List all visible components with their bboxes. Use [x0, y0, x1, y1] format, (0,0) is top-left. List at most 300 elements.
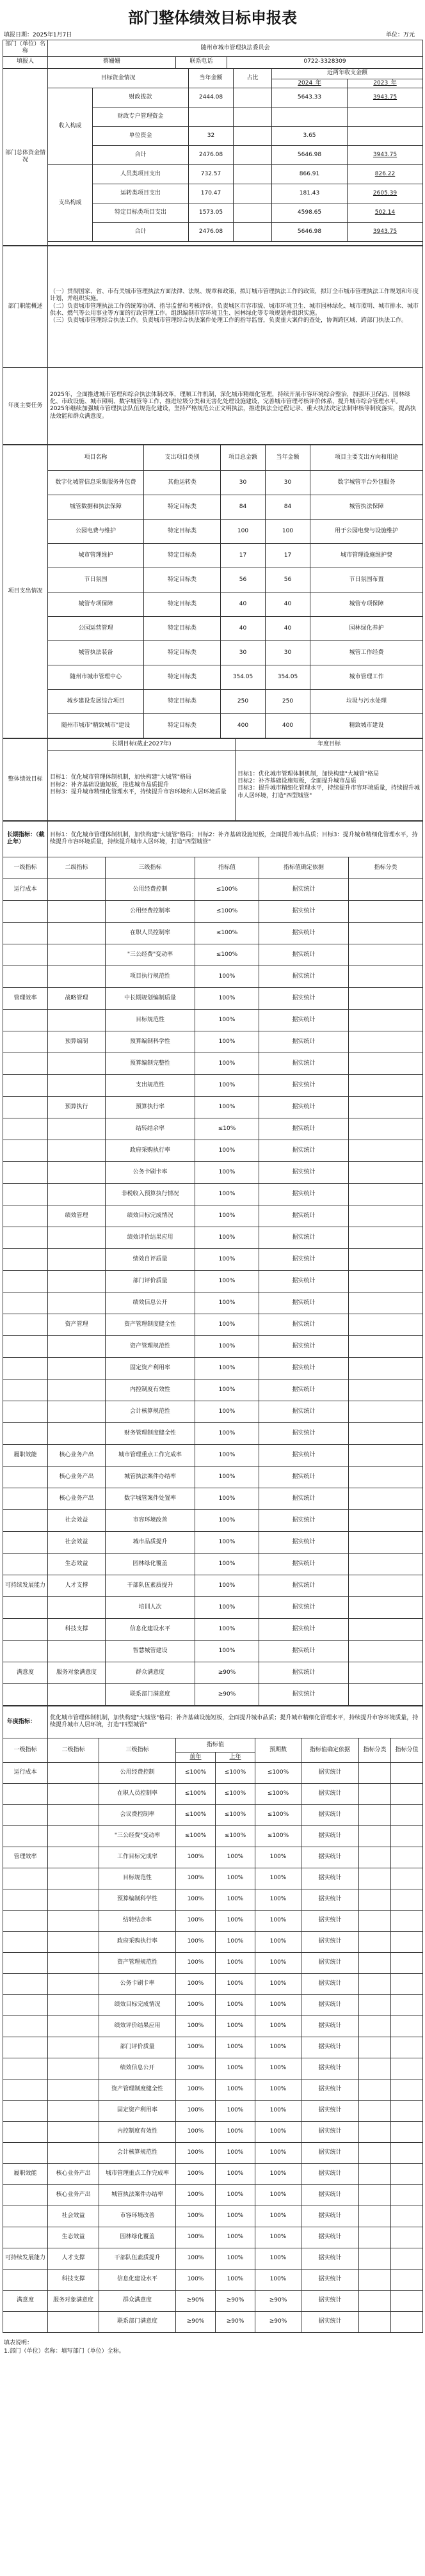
year-class: [359, 2311, 391, 2332]
long-basis: 据实统计: [259, 1053, 349, 1074]
long-value: ≤10%: [195, 1118, 259, 1140]
project-name: 城管专项保障: [48, 592, 144, 616]
year-basis: 据实统计: [301, 1783, 359, 1804]
long-l2: [48, 1379, 106, 1401]
year-class: [359, 1973, 391, 1994]
long-basis: 据实统计: [259, 1422, 349, 1444]
year-prev: ≤100%: [176, 1825, 216, 1847]
year-prev: 100%: [176, 1952, 216, 1973]
year-header-l2: 二级指标: [48, 1738, 99, 1762]
year-value: 100%: [255, 2100, 301, 2121]
long-l2: 服务对象满意度: [48, 1662, 106, 1683]
year-l2: [48, 2100, 99, 2121]
long-class: [349, 1227, 423, 1248]
year-basis: 据实统计: [301, 2163, 359, 2184]
year-basis: 据实统计: [301, 1762, 359, 1783]
year-class: [359, 1952, 391, 1973]
long-class: [349, 879, 423, 900]
year-l3: 资产管理规范性: [99, 1952, 176, 1973]
long-basis: 据实统计: [259, 1227, 349, 1248]
project-category: 特定目标类: [144, 543, 221, 568]
year-last: 100%: [216, 2227, 255, 2248]
year-basis: 据实统计: [301, 2121, 359, 2142]
year-class: [359, 2037, 391, 2058]
finance-item: 特定目标类项目支出: [93, 203, 189, 222]
year-value: 100%: [255, 1952, 301, 1973]
long-value: 100%: [195, 1009, 259, 1031]
year-l1: [3, 1783, 48, 1804]
year-last: 100%: [216, 2269, 255, 2290]
year-l2: 社会效益: [48, 2206, 99, 2227]
year-l2: [48, 2121, 99, 2142]
report-meta: [0, 28, 425, 40]
project-category: 特定目标类: [144, 665, 221, 689]
long-value: 100%: [195, 987, 259, 1009]
year-class: [359, 2163, 391, 2184]
year-value: 100%: [255, 2163, 301, 2184]
project-use: 园林绿化养护: [310, 616, 423, 640]
year-l2: [48, 1952, 99, 1973]
long-basis: 据实统计: [259, 1531, 349, 1553]
year-last: 100%: [216, 1889, 255, 1910]
project-use: 城管执法保障: [310, 495, 423, 519]
year-prev: 100%: [176, 1931, 216, 1952]
long-l2: 科技支撑: [48, 1618, 106, 1640]
year-l1: [3, 2037, 48, 2058]
year-score: [391, 2058, 423, 2079]
long-l2: [48, 1118, 106, 1140]
long-class: [349, 1488, 423, 1509]
unit-note: 单位：万元: [385, 32, 415, 38]
long-l3: 固定资产利用率: [106, 1357, 195, 1379]
long-l1: [3, 1488, 48, 1509]
year-l1: [3, 1910, 48, 1931]
year-l2: [48, 2015, 99, 2037]
long-class: [349, 1509, 423, 1531]
year-l1: [3, 2121, 48, 2142]
long-l3: 数字城管案件处置率: [106, 1488, 195, 1509]
year-last: 100%: [216, 1994, 255, 2015]
long-header: 指标值确定依据: [259, 857, 349, 879]
year-class: [359, 2058, 391, 2079]
year-prev: 100%: [176, 2121, 216, 2142]
year-class: [359, 2248, 391, 2269]
year-l3: 在职人员控制率: [99, 1783, 176, 1804]
project-current: 40: [266, 616, 310, 640]
finance-section-label: 部门总体资金情况: [3, 68, 48, 245]
year-l2: 核心业务产出: [48, 2163, 99, 2184]
project-current: 30: [266, 470, 310, 495]
year-class: [359, 1847, 391, 1868]
year-l1: [3, 2227, 48, 2248]
year-value: ≤100%: [255, 1825, 301, 1847]
filler-name: 蔡姗姗: [48, 56, 176, 68]
year-last: 100%: [216, 2163, 255, 2184]
long-l1: [3, 1140, 48, 1161]
long-goal-text: 目标1：优化城市管理体制机制，加快构建"大城管"格局 目标2：补齐基础设施短板，推进城市品质提升 目标3：提升城市精细化管理水平，持续提升市容环境和人居环境质量: [48, 750, 236, 820]
long-l1: 运行成本: [3, 879, 48, 900]
year-l2: 核心业务产出: [48, 2184, 99, 2206]
finance-2023: 3943.75: [348, 88, 423, 107]
year-score: [391, 1994, 423, 2015]
year-l3: 公用经费控制: [99, 1762, 176, 1783]
year-value: 100%: [255, 1868, 301, 1889]
project-current: 100: [266, 519, 310, 543]
finance-item: 合计: [93, 222, 189, 241]
long-indicators-table: [3, 821, 423, 1706]
finance-item: 财政拨款: [93, 88, 189, 107]
long-class: [349, 1314, 423, 1335]
project-current: 84: [266, 495, 310, 519]
year-header-l1: 一级指标: [3, 1738, 48, 1762]
year-prev: 100%: [176, 1868, 216, 1889]
finance-amount: 732.57: [189, 164, 234, 184]
finance-2024: [272, 107, 348, 126]
year-l3: 群众满意度: [99, 2290, 176, 2311]
year-value: 100%: [255, 2015, 301, 2037]
long-l3: 部门评价质量: [106, 1270, 195, 1292]
long-l1: [3, 1031, 48, 1053]
long-class: [349, 1662, 423, 1683]
year-prev: 100%: [176, 1889, 216, 1910]
project-name: 节日氛围: [48, 568, 144, 592]
long-class: [349, 1031, 423, 1053]
long-basis: 据实统计: [259, 1096, 349, 1118]
year-last: 100%: [216, 1910, 255, 1931]
year-l3: 城市管理重点工作完成率: [99, 2163, 176, 2184]
year-class: [359, 1910, 391, 1931]
year-class: [359, 2079, 391, 2100]
long-class: [349, 1444, 423, 1466]
project-use: 用于公园电费与设施维护: [310, 519, 423, 543]
project-name: 数字化城管信息采集服务外包费: [48, 470, 144, 495]
year-l2: [48, 1847, 99, 1868]
year-class: [359, 1783, 391, 1804]
long-l3: 信息化建设水平: [106, 1618, 195, 1640]
year-l2: [48, 2311, 99, 2332]
long-l3: 会计核算规范性: [106, 1401, 195, 1422]
col-2024: 2024_年: [272, 79, 348, 88]
long-value: 100%: [195, 1183, 259, 1205]
long-header: 二级指标: [48, 857, 106, 879]
year-l3: 绩效评价结果应用: [99, 2015, 176, 2037]
long-basis: 据实统计: [259, 1640, 349, 1662]
year-class: [359, 2015, 391, 2037]
year-l3: 公务卡刷卡率: [99, 1973, 176, 1994]
fill-date: 填报日期：2025年1月7日: [4, 32, 72, 38]
year-l1: [3, 2184, 48, 2206]
year-prev: 100%: [176, 2163, 216, 2184]
year-l1: [3, 2269, 48, 2290]
year-last: 100%: [216, 2015, 255, 2037]
long-l3: 公用经费控制: [106, 879, 195, 900]
finance-2024: 5643.33: [272, 88, 348, 107]
year-class: [359, 2227, 391, 2248]
year-l2: [48, 1931, 99, 1952]
year-last: 100%: [216, 2079, 255, 2100]
year-l2: 科技支撑: [48, 2269, 99, 2290]
long-basis: 据实统计: [259, 1009, 349, 1031]
long-l3: 绩效评价结果应用: [106, 1227, 195, 1248]
project-use: 城管专项保障: [310, 592, 423, 616]
long-basis: 据实统计: [259, 1509, 349, 1531]
long-l2: [48, 1640, 106, 1662]
project-current: 56: [266, 568, 310, 592]
long-class: [349, 944, 423, 966]
long-class: [349, 1118, 423, 1140]
long-value: ≥90%: [195, 1683, 259, 1705]
year-l3: 联系部门满意度: [99, 2311, 176, 2332]
year-section-label: 年度指标：: [3, 1706, 48, 1738]
long-l3: 智慧城管建设: [106, 1640, 195, 1662]
year-l1: [3, 2311, 48, 2332]
year-basis: 据实统计: [301, 2290, 359, 2311]
long-class: [349, 1161, 423, 1183]
project-total: 56: [221, 568, 266, 592]
project-use: 垃圾与污水处理: [310, 689, 423, 713]
year-l3: 政府采购执行率: [99, 1931, 176, 1952]
project-header: 项目总金额: [221, 445, 266, 470]
year-prev: 100%: [176, 2058, 216, 2079]
long-l1: [3, 1466, 48, 1488]
long-l3: 城管执法案件办结率: [106, 1466, 195, 1488]
long-l3: 培训人次: [106, 1596, 195, 1618]
col-share: 占比: [234, 68, 272, 88]
dept-name: 随州市城市管理执法委员会: [48, 40, 423, 57]
long-basis: 据实统计: [259, 1248, 349, 1270]
long-l1: 满意度: [3, 1662, 48, 1683]
long-l3: 资产管理制度健全性: [106, 1314, 195, 1335]
year-l3: 内控制度有效性: [99, 2121, 176, 2142]
long-l2: [48, 966, 106, 987]
long-class: [349, 1379, 423, 1401]
year-class: [359, 1868, 391, 1889]
long-basis: 据实统计: [259, 1401, 349, 1422]
year-basis: 据实统计: [301, 2100, 359, 2121]
finance-item: 单位资金: [93, 126, 189, 145]
year-l3: 园林绿化覆盖: [99, 2227, 176, 2248]
year-last: ≥90%: [216, 2290, 255, 2311]
project-total: 30: [221, 470, 266, 495]
year-score: [391, 1783, 423, 1804]
year-header-score: 指标分值: [391, 1738, 423, 1762]
long-basis: 据实统计: [259, 879, 349, 900]
long-class: [349, 1575, 423, 1596]
long-header: 指标分类: [349, 857, 423, 879]
year-last: 100%: [216, 2121, 255, 2142]
year-class: [359, 2184, 391, 2206]
long-value: 100%: [195, 1379, 259, 1401]
year-value: 100%: [255, 2269, 301, 2290]
project-use: 城市管理设施维护费: [310, 543, 423, 568]
year-l1: [3, 1825, 48, 1847]
year-class: [359, 1804, 391, 1825]
project-total: 17: [221, 543, 266, 568]
long-l3: 城市品质提升: [106, 1531, 195, 1553]
year-l3: 固定资产利用率: [99, 2100, 176, 2121]
finance-amount: 2444.08: [189, 88, 234, 107]
year-l2: [48, 1889, 99, 1910]
year-value: 100%: [255, 1973, 301, 1994]
year-value: 100%: [255, 2037, 301, 2058]
long-value: 100%: [195, 1509, 259, 1531]
project-total: 40: [221, 592, 266, 616]
long-basis: 据实统计: [259, 1444, 349, 1466]
long-header: 三级指标: [106, 857, 195, 879]
year-value: 100%: [255, 1994, 301, 2015]
long-l3: 预算执行率: [106, 1096, 195, 1118]
year-last: 100%: [216, 2142, 255, 2163]
long-l3: 目标规范性: [106, 1009, 195, 1031]
long-class: [349, 1531, 423, 1553]
finance-2024: 866.91: [272, 164, 348, 184]
long-l2: [48, 879, 106, 900]
year-score: [391, 1889, 423, 1910]
long-l3: 绩效目标完成情况: [106, 1205, 195, 1227]
long-l1: [3, 944, 48, 966]
finance-overall-label: 目标资金情况: [48, 68, 189, 88]
finance-share: [234, 126, 272, 145]
long-value: 100%: [195, 1531, 259, 1553]
long-value: 100%: [195, 1053, 259, 1074]
project-use: 节日氛围布置: [310, 568, 423, 592]
long-l2: 社会效益: [48, 1531, 106, 1553]
year-basis: 据实统计: [301, 2058, 359, 2079]
year-value: 100%: [255, 2079, 301, 2100]
long-l3: 城市管理重点工作完成率: [106, 1444, 195, 1466]
year-l1: [3, 1868, 48, 1889]
long-basis: 据实统计: [259, 1270, 349, 1292]
year-score: [391, 2142, 423, 2163]
long-l2: 核心业务产出: [48, 1466, 106, 1488]
long-l2: 人才支撑: [48, 1575, 106, 1596]
year-class: [359, 2121, 391, 2142]
year-score: [391, 1952, 423, 1973]
year-basis: 据实统计: [301, 2206, 359, 2227]
long-l1: [3, 900, 48, 922]
long-l1: [3, 1227, 48, 1248]
long-value: 100%: [195, 1357, 259, 1379]
year-l3: 绩效目标完成情况: [99, 1994, 176, 2015]
long-l2: 核心业务产出: [48, 1488, 106, 1509]
project-name: 城管数据和执法保障: [48, 495, 144, 519]
year-prev: ≥90%: [176, 2290, 216, 2311]
duty-text: （一）贯彻国家、省、市有关城市管理执法方面法律、法规、规章和政策，拟订城市管理执法工作的政策，拟订全市城市管理执法工作规划和年度计划，并组织实施。 （二）负责城市管理执法工作的统筹协调、指导监督和考核评价。负责城区市容市貌、城市环境卫生、城市园林绿化、城市照明、城市排水、城市供水、燃气等公用事业等方面的行政管理工作。组织编制市容环境卫生、园林绿化等专项规划并组织实施。 （三）负责城市管理综合执法工作。负责城市管理综合执法案件处理工作的指导监督，负责重大案件的查处，协调跨区域、跨部门执法工作。: [48, 246, 423, 367]
year-score: [391, 1847, 423, 1868]
year-goal-text: 目标1：优化城市管理体制机制，加快构建"大城管"格局 目标2：补齐基础设施短板，全面提升城市品质 目标3：提升城市精细化管理水平，持续提升市容环境质量，持续提升城市人居环境，打造"四型城管": [236, 750, 423, 820]
finance-amount: 1573.05: [189, 203, 234, 222]
year-l2: [48, 1804, 99, 1825]
year-l3: 干部队伍素质提升: [99, 2248, 176, 2269]
finance-2024: 5646.98: [272, 145, 348, 164]
long-l3: 资产管理规范性: [106, 1335, 195, 1357]
long-value: 100%: [195, 1031, 259, 1053]
long-section-label: 长期指标：（截止年）: [3, 821, 48, 857]
long-l2: 预算执行: [48, 1096, 106, 1118]
year-value: 100%: [255, 2206, 301, 2227]
year-last: ≤100%: [216, 1804, 255, 1825]
long-l1: [3, 1335, 48, 1357]
long-l2: [48, 1401, 106, 1422]
year-prev: 100%: [176, 2184, 216, 2206]
year-basis: 据实统计: [301, 2079, 359, 2100]
long-value: ≤100%: [195, 922, 259, 944]
year-prev: 100%: [176, 2206, 216, 2227]
finance-amount: 32: [189, 126, 234, 145]
project-total: 250: [221, 689, 266, 713]
long-value: 100%: [195, 1205, 259, 1227]
long-header: 指标值: [195, 857, 259, 879]
year-l1: [3, 1952, 48, 1973]
long-value: ≤100%: [195, 879, 259, 900]
year-score: [391, 1931, 423, 1952]
year-l1: 满意度: [3, 2290, 48, 2311]
year-l3: 会议费控制率: [99, 1804, 176, 1825]
goals-label: 整体绩效目标: [3, 738, 48, 820]
long-value: 100%: [195, 966, 259, 987]
long-l2: [48, 1161, 106, 1183]
year-prev: 100%: [176, 1994, 216, 2015]
long-basis: 据实统计: [259, 1596, 349, 1618]
year-l3: 工作目标完成率: [99, 1847, 176, 1868]
long-class: [349, 1270, 423, 1292]
project-total: 100: [221, 519, 266, 543]
year-score: [391, 2206, 423, 2227]
long-l3: 公用经费控制率: [106, 900, 195, 922]
long-basis: 据实统计: [259, 1118, 349, 1140]
long-l2: [48, 1357, 106, 1379]
year-basis: 据实统计: [301, 2015, 359, 2037]
long-basis: 据实统计: [259, 1488, 349, 1509]
long-class: [349, 922, 423, 944]
year-l3: 城管执法案件办结率: [99, 2184, 176, 2206]
project-category: 特定目标类: [144, 495, 221, 519]
long-l3: 结转结余率: [106, 1118, 195, 1140]
project-total: 30: [221, 640, 266, 665]
year-l2: [48, 1994, 99, 2015]
year-l2: 人才支撑: [48, 2248, 99, 2269]
long-class: [349, 1466, 423, 1488]
year-l3: 预算编制科学性: [99, 1889, 176, 1910]
year-value: 100%: [255, 2227, 301, 2248]
year-l1: [3, 2058, 48, 2079]
col-recent: 近两年收支金额: [272, 68, 423, 79]
finance-share: [234, 145, 272, 164]
long-l3: 支出规范性: [106, 1074, 195, 1096]
year-l2: [48, 1762, 99, 1783]
long-class: [349, 1640, 423, 1662]
year-last: 100%: [216, 2184, 255, 2206]
project-header: 当年金额: [266, 445, 310, 470]
year-last: 100%: [216, 2248, 255, 2269]
project-header: 项目主要支出方向和用途: [310, 445, 423, 470]
year-score: [391, 1762, 423, 1783]
year-prev: 100%: [176, 2079, 216, 2100]
long-l2: [48, 944, 106, 966]
long-l1: [3, 1683, 48, 1705]
year-value: 100%: [255, 2058, 301, 2079]
year-basis: 据实统计: [301, 1973, 359, 1994]
long-l2: 战略管理: [48, 987, 106, 1009]
long-intro: 目标1：优化城市管理体制机制，加快构建"大城管"格局；目标2：补齐基础设施短板，全面提升城市品质；目标3：提升城市精细化管理水平，持续提升市容环境质量，持续提升城市人居环境，打造"四型城管": [48, 821, 423, 857]
year-class: [359, 2206, 391, 2227]
projects-table: [3, 445, 423, 738]
finance-2024: 4598.65: [272, 203, 348, 222]
year-score: [391, 1973, 423, 1994]
col-year-amount: 当年金额: [189, 68, 234, 88]
long-l3: 公务卡刷卡率: [106, 1161, 195, 1183]
year-score: [391, 2015, 423, 2037]
